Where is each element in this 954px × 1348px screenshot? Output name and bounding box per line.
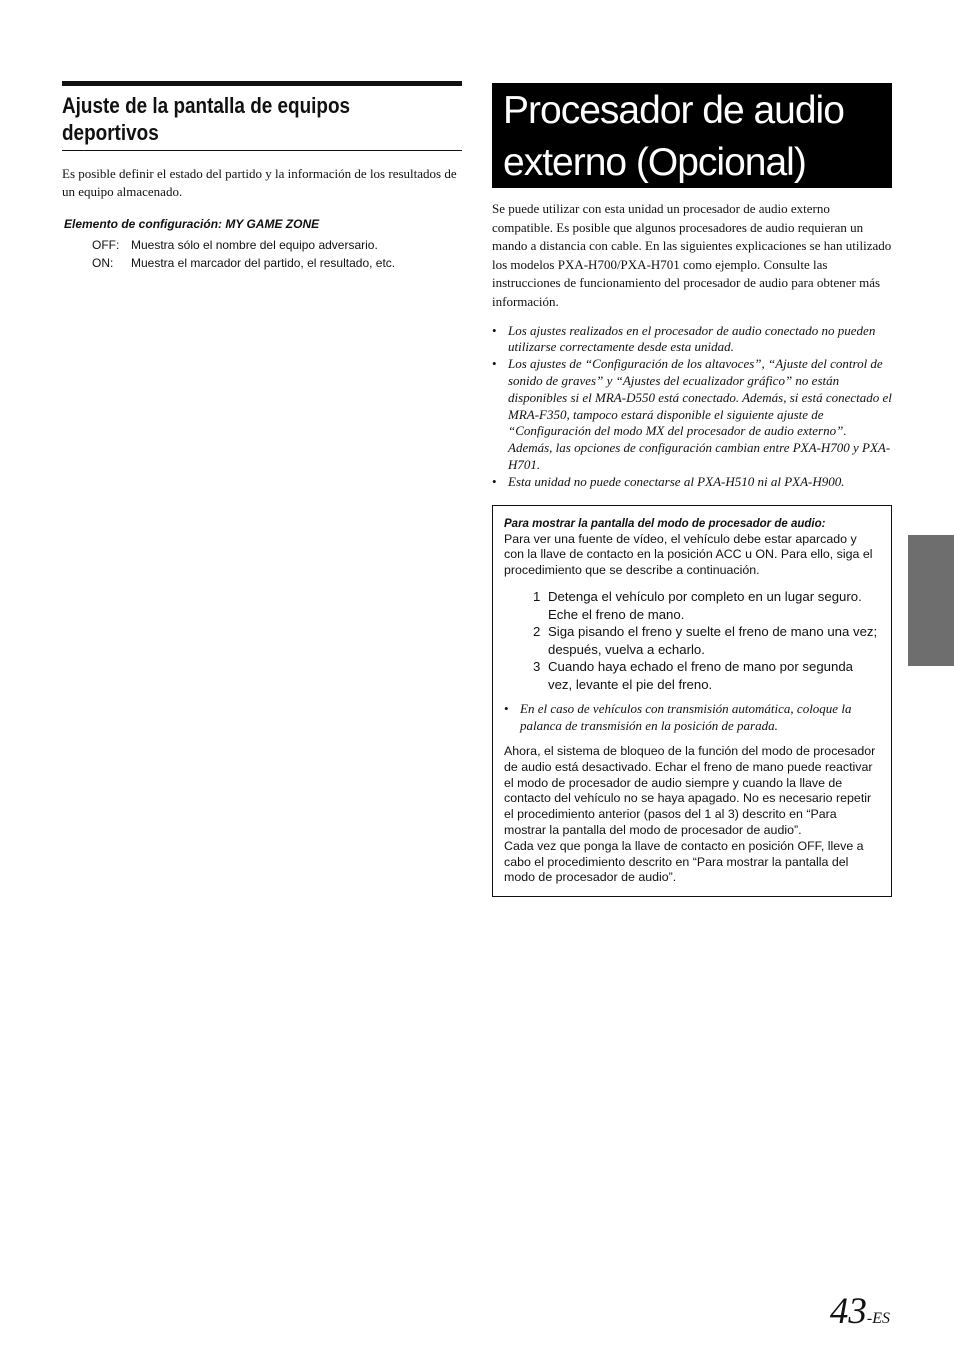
- step-number: 3: [533, 659, 541, 675]
- heading-line-1: Ajuste de la pantalla de equipos: [62, 93, 351, 118]
- section-heading-sports: [62, 92, 461, 146]
- chapter-title-line-1: Procesador de audio: [503, 89, 844, 132]
- option-list: [62, 236, 462, 272]
- step-text: Siga pisando el freno y suelte el freno de mano una vez; después, vuelva a echarlo.: [548, 624, 878, 657]
- note-text: Los ajustes de “Configuración de los altavoces”, “Ajuste del control de sonido de graves” y “Ajustes del ecualizador gráfico” no están disponibles si el MRA-D550 está conectado. Además, si está conectado el MRA-F350, tampoco estará disponible el siguiente ajuste de “Configuración del modo MX del procesador de audio externo”. Además, las opciones de configuración cambian entre PXA-H700 y PXA-H701.: [508, 356, 892, 472]
- bullet-icon: •: [492, 356, 497, 372]
- procedure-step: [533, 588, 880, 623]
- note-item: [492, 323, 892, 357]
- left-column: [62, 81, 462, 272]
- procedure-box-heading: Para mostrar la pantalla del modo de procesador de audio:: [504, 517, 826, 530]
- option-row-on: [92, 254, 462, 272]
- note-text: Los ajustes realizados en el procesador de audio conectado no pueden utilizarse correctamente desde esta unidad.: [508, 322, 876, 355]
- procedure-box-intro: Para ver una fuente de vídeo, el vehículo debe estar aparcado y con la llave de contacto en la posición ACC u ON. Para ello, siga el procedimiento que se describe a continuación.: [504, 531, 873, 578]
- page-language-suffix: -ES: [866, 1310, 890, 1327]
- step-number: 1: [533, 588, 541, 604]
- note-item: [492, 474, 892, 491]
- page-number: [830, 1290, 890, 1333]
- audio-processor-intro: Se puede utilizar con esta unidad un procesador de audio externo compatible. Es posible que algunos procesadores de audio requieran un mando a distancia con cable. En las siguientes explicaciones se han utilizado los modelos PXA-H700/PXA-H701 como ejemplo. Consulte las instrucciones de funcionamiento del procesador de audio para obtener más información.: [492, 201, 892, 309]
- bullet-icon: •: [492, 473, 497, 489]
- heading-bottom-rule: [62, 150, 462, 151]
- step-text: Detenga el vehículo por completo en un lugar seguro. Eche el freno de mano.: [548, 588, 862, 622]
- page-number-value: 43: [829, 1291, 867, 1332]
- procedure-box-paragraph-1: Ahora, el sistema de bloqueo de la función del modo de procesador de audio está desactivado. Echar el freno de mano puede reactivar el modo de procesador de audio siempre y cuando la llave de contacto del vehículo no se haya apagado. No es necesario repetir el procedimiento anterior (pasos del 1 al 3) descrito en “Para mostrar la pantalla del modo de procesador de audio”.: [504, 744, 876, 838]
- chapter-side-tab: [908, 535, 954, 666]
- option-description: Muestra sólo el nombre del equipo adversario.: [131, 238, 378, 252]
- option-description: Muestra el marcador del partido, el resultado, etc.: [131, 256, 396, 270]
- option-key: OFF:: [92, 238, 120, 252]
- chapter-title-line-2: externo (Opcional): [503, 141, 806, 184]
- chapter-title-bar: [492, 83, 892, 188]
- heading-line-2: deportivos: [62, 120, 159, 145]
- procedure-box-paragraph-2: Cada vez que ponga la llave de contacto en posición OFF, lleve a cabo el procedimiento descrito en “Para mostrar la pantalla del modo de procesador de audio”.: [504, 838, 864, 885]
- procedure-step: [533, 623, 880, 658]
- bullet-icon: •: [504, 701, 509, 717]
- note-text: En el caso de vehículos con transmisión automática, coloque la palanca de transmisión en la posición de parada.: [520, 701, 852, 734]
- note-text: Esta unidad no puede conectarse al PXA-H510 ni al PXA-H900.: [508, 473, 845, 489]
- heading-top-rule: [62, 81, 462, 86]
- step-number: 2: [533, 624, 541, 640]
- right-column: [492, 83, 892, 897]
- sports-intro-text: Es posible definir el estado del partido y la información de los resultados de un equipo almacenado.: [62, 166, 457, 199]
- bullet-icon: •: [492, 322, 497, 338]
- procedure-box: [492, 505, 892, 898]
- procedure-step: [533, 658, 880, 693]
- note-item: [492, 356, 892, 474]
- procedure-box-note: [504, 701, 880, 735]
- procedure-steps: [533, 588, 880, 694]
- notes-list: [492, 323, 892, 491]
- config-item-label: Elemento de configuración: MY GAME ZONE: [64, 217, 320, 231]
- option-row-off: [92, 236, 462, 254]
- step-text: Cuando haya echado el freno de mano por segunda vez, levante el pie del freno.: [548, 659, 854, 692]
- option-key: ON:: [92, 256, 114, 270]
